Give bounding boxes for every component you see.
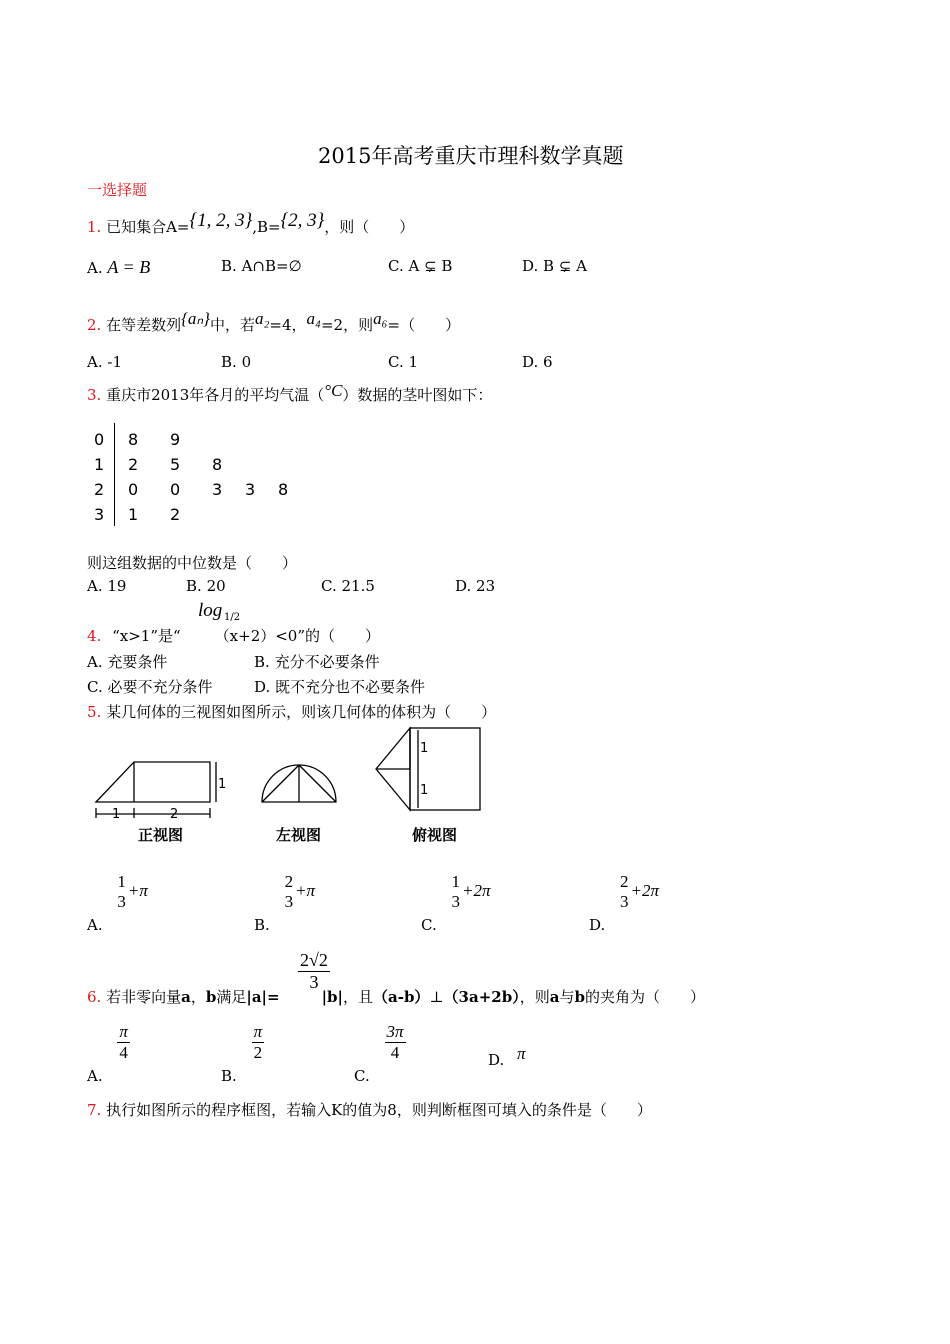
question-text: 已知集合A= [106,218,190,236]
option-b: B. 2 3 +π [254,872,316,934]
leaf-row: 2 5 8 [128,455,223,474]
option-d: D. 6 [522,353,553,371]
option-b: B. 0 [221,353,252,371]
option-c: C. A ⊊ B [388,257,453,275]
set-a: {1, 2, 3} [189,210,253,231]
unit: °C [324,381,343,400]
option-c: C. 1 [388,353,419,371]
option-b: B. 20 [186,577,226,595]
option-a: A. $\frac{\pi}{4}$ [87,1022,128,1085]
leaf-row: 8 9 [128,430,181,449]
top-view-label: 俯视图 [412,826,458,844]
question-number: 1. [87,218,102,236]
stem: 2 [94,480,105,499]
section-heading: 一选择题 [87,181,148,199]
question-3: 3. 重庆市2013年各月的平均气温（°C）数据的茎叶图如下： [87,381,493,404]
option-b: B. A∩B=∅ [221,257,302,275]
question-6: 6. 若非零向量a，b满足|a|= |b|，且（a-b）⊥（3a+2b），则a与b的夹角为（ ） [87,988,705,1006]
option-c: C. 21.5 [321,577,375,595]
top-dim-1: 1 [420,741,429,756]
question-5: 5. 某几何体的三视图如图所示，则该几何体的体积为（ ） [87,703,497,721]
sequence: {aₙ} [181,309,210,328]
side-view [262,765,336,802]
question-2: 2. 在等差数列{aₙ}中，若a₂=4，a₄=2，则a₆=（ ） [87,309,461,334]
magnitude-ratio: $\frac{2√2}{3}$ [300,950,328,992]
question-text: ，则（ ） [324,218,415,236]
option-a: A. -1 [87,353,123,371]
leaf-row: 1 2 [128,505,181,524]
option-a: A. 1 3 +π [87,872,148,934]
option-b: B. $\frac{\pi}{2}$ [221,1022,263,1085]
front-trapezoid [96,762,210,802]
leaf-row: 0 0 3 3 8 [128,480,289,499]
question-number: 5. [87,703,102,721]
option-c: C. 1 3 +2π [421,872,491,934]
stem: 0 [94,430,105,449]
log-symbol: log [198,600,223,621]
question-text: ,B= [252,218,281,236]
front-view-label: 正视图 [138,826,184,844]
option-a: A. 19 [87,577,127,595]
option-d: D. π [488,1044,526,1069]
question-number: 3. [87,386,102,404]
front-len1-label: 1 [112,807,121,822]
front-height-label: 1 [218,777,227,792]
stem: 1 [94,455,105,474]
set-b: {2, 3} [280,210,325,231]
page-title: 2015年高考重庆市理科数学真题 [318,144,624,168]
option-c: C. $\frac{3\pi}{4}$ [354,1022,404,1085]
log-base: 1/2 [224,612,241,623]
question-number: 4. [87,627,102,645]
question-number: 6. [87,988,102,1006]
option-c: C. 必要不充分条件 [87,678,213,696]
option-d: D. 既不充分也不必要条件 [254,678,426,696]
question-number: 7. [87,1101,102,1119]
question-3-prompt: 则这组数据的中位数是（ ） [87,554,298,572]
question-7: 7. 执行如图所示的程序框图，若输入K的值为8，则判断框图可填入的条件是（ ） [87,1101,652,1119]
option-a: A. 充要条件 [87,653,168,671]
front-len2-label: 2 [170,807,179,822]
option-d: D. 23 [455,577,496,595]
question-number: 2. [87,316,102,334]
option-d: D. B ⊊ A [522,257,588,275]
option-b: B. 充分不必要条件 [254,653,380,671]
question-1 [87,210,415,238]
question-4: 4. “x>1”是“ （x+2）<0”的（ ） [87,627,381,645]
stem: 3 [94,505,105,524]
side-view-label: 左视图 [276,826,322,844]
three-view-figure [90,722,490,848]
top-dim-2: 1 [420,783,429,798]
option-d: D. 2 3 +2π [589,872,660,934]
option-a: A. A = B [87,257,151,277]
stem-divider [114,423,115,526]
